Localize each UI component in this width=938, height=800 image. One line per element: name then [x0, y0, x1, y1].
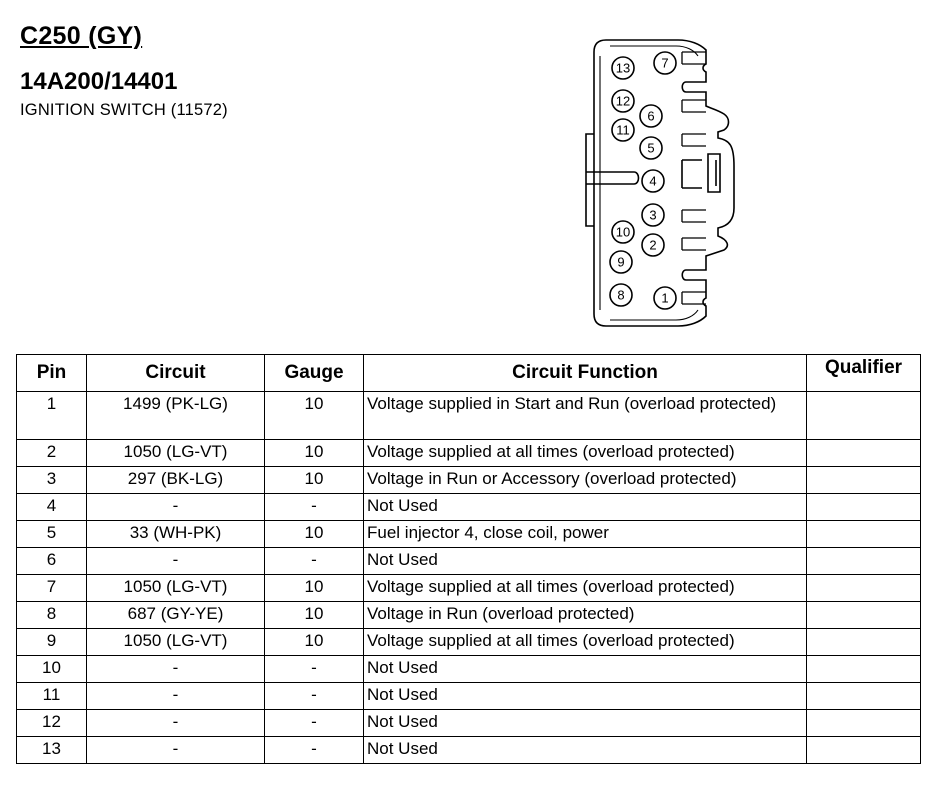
- circuit-cell: 33 (WH-PK): [87, 521, 265, 548]
- gauge-cell: 10: [265, 392, 364, 440]
- table-row: [17, 737, 921, 764]
- gauge-cell: -: [265, 548, 364, 575]
- connector-id-title: C250 (GY): [20, 22, 143, 50]
- table-row: [17, 467, 921, 494]
- svg-text:1: 1: [661, 290, 669, 306]
- pin-3: [642, 204, 664, 226]
- connector-face-diagram: [578, 36, 748, 330]
- gauge-cell: -: [265, 710, 364, 737]
- table-row: [17, 710, 921, 737]
- qualifier-cell: [807, 548, 921, 575]
- pin-13: [612, 57, 634, 79]
- pin-cell: 12: [17, 710, 87, 737]
- gauge-cell: 10: [265, 629, 364, 656]
- pin-cell: 9: [17, 629, 87, 656]
- column-header-qualifier: Qualifier: [807, 355, 921, 392]
- gauge-cell: -: [265, 683, 364, 710]
- gauge-cell: 10: [265, 440, 364, 467]
- function-cell: Not Used: [364, 683, 807, 710]
- qualifier-cell: [807, 467, 921, 494]
- circuit-cell: -: [87, 548, 265, 575]
- column-header-circuit: Circuit: [87, 355, 265, 392]
- function-cell: Not Used: [364, 494, 807, 521]
- function-cell: Voltage in Run (overload protected): [364, 602, 807, 629]
- svg-text:6: 6: [647, 108, 655, 124]
- circuit-cell: -: [87, 710, 265, 737]
- circuit-cell: 1050 (LG-VT): [87, 629, 265, 656]
- pin-cell: 11: [17, 683, 87, 710]
- pin-cell: 6: [17, 548, 87, 575]
- table-row: [17, 440, 921, 467]
- function-cell: Voltage supplied in Start and Run (overload protected): [364, 392, 807, 440]
- qualifier-cell: [807, 737, 921, 764]
- pin-cell: 5: [17, 521, 87, 548]
- terminal-slots: [682, 52, 706, 304]
- table-row: [17, 392, 921, 440]
- pin-6: [640, 105, 662, 127]
- gauge-cell: 10: [265, 602, 364, 629]
- qualifier-cell: [807, 656, 921, 683]
- pin-cell: 4: [17, 494, 87, 521]
- qualifier-cell: [807, 683, 921, 710]
- table-header-row: [17, 355, 921, 392]
- svg-text:8: 8: [617, 287, 625, 303]
- pin-1: [654, 287, 676, 309]
- pin-cell: 2: [17, 440, 87, 467]
- circuit-cell: 1050 (LG-VT): [87, 575, 265, 602]
- gauge-cell: -: [265, 656, 364, 683]
- table-row: [17, 494, 921, 521]
- pin-cell: 13: [17, 737, 87, 764]
- circuit-cell: 297 (BK-LG): [87, 467, 265, 494]
- function-cell: Voltage supplied at all times (overload protected): [364, 629, 807, 656]
- svg-text:9: 9: [617, 254, 625, 270]
- function-cell: Not Used: [364, 656, 807, 683]
- pin-4: [642, 170, 664, 192]
- qualifier-cell: [807, 392, 921, 440]
- pin-2: [642, 234, 664, 256]
- svg-text:2: 2: [649, 237, 657, 253]
- table-row: [17, 548, 921, 575]
- pin-cell: 7: [17, 575, 87, 602]
- circuit-cell: 1050 (LG-VT): [87, 440, 265, 467]
- circuit-cell: 687 (GY-YE): [87, 602, 265, 629]
- pin-9: [610, 251, 632, 273]
- table-row: [17, 629, 921, 656]
- qualifier-cell: [807, 710, 921, 737]
- qualifier-cell: [807, 575, 921, 602]
- function-cell: Voltage supplied at all times (overload protected): [364, 575, 807, 602]
- svg-text:11: 11: [616, 122, 630, 138]
- pin-8: [610, 284, 632, 306]
- part-numbers: 14A200/14401: [20, 68, 178, 95]
- circuit-cell: -: [87, 656, 265, 683]
- pin-cell: 10: [17, 656, 87, 683]
- qualifier-cell: [807, 521, 921, 548]
- column-header-gauge: Gauge: [265, 355, 364, 392]
- pin-7: [654, 52, 676, 74]
- svg-text:7: 7: [661, 55, 669, 71]
- function-cell: Not Used: [364, 548, 807, 575]
- svg-text:13: 13: [615, 60, 631, 76]
- gauge-cell: -: [265, 494, 364, 521]
- svg-text:10: 10: [615, 224, 631, 240]
- function-cell: Not Used: [364, 737, 807, 764]
- pin-11: [612, 119, 634, 141]
- gauge-cell: -: [265, 737, 364, 764]
- pinout-table: [16, 354, 921, 764]
- table-row: [17, 575, 921, 602]
- component-name: IGNITION SWITCH (11572): [20, 101, 228, 119]
- qualifier-cell: [807, 440, 921, 467]
- function-cell: Voltage supplied at all times (overload protected): [364, 440, 807, 467]
- circuit-cell: -: [87, 683, 265, 710]
- circuit-cell: 1499 (PK-LG): [87, 392, 265, 440]
- pin-cell: 3: [17, 467, 87, 494]
- svg-text:4: 4: [649, 173, 657, 189]
- table-row: [17, 602, 921, 629]
- pin-cell: 8: [17, 602, 87, 629]
- qualifier-cell: [807, 629, 921, 656]
- svg-text:12: 12: [615, 93, 631, 109]
- circuit-cell: -: [87, 494, 265, 521]
- connector-lock-tab: [682, 154, 720, 192]
- function-cell: Fuel injector 4, close coil, power: [364, 521, 807, 548]
- pin-5: [640, 137, 662, 159]
- qualifier-cell: [807, 602, 921, 629]
- qualifier-cell: [807, 494, 921, 521]
- function-cell: Voltage in Run or Accessory (overload protected): [364, 467, 807, 494]
- table-row: [17, 521, 921, 548]
- pin-cell: 1: [17, 392, 87, 440]
- gauge-cell: 10: [265, 575, 364, 602]
- pin-12: [612, 90, 634, 112]
- column-header-circuit-function: Circuit Function: [364, 355, 807, 392]
- table-row: [17, 683, 921, 710]
- function-cell: Not Used: [364, 710, 807, 737]
- circuit-cell: -: [87, 737, 265, 764]
- table-row: [17, 656, 921, 683]
- gauge-cell: 10: [265, 467, 364, 494]
- svg-text:5: 5: [647, 140, 655, 156]
- column-header-pin: Pin: [17, 355, 87, 392]
- pin-10: [612, 221, 634, 243]
- svg-text:3: 3: [649, 207, 657, 223]
- gauge-cell: 10: [265, 521, 364, 548]
